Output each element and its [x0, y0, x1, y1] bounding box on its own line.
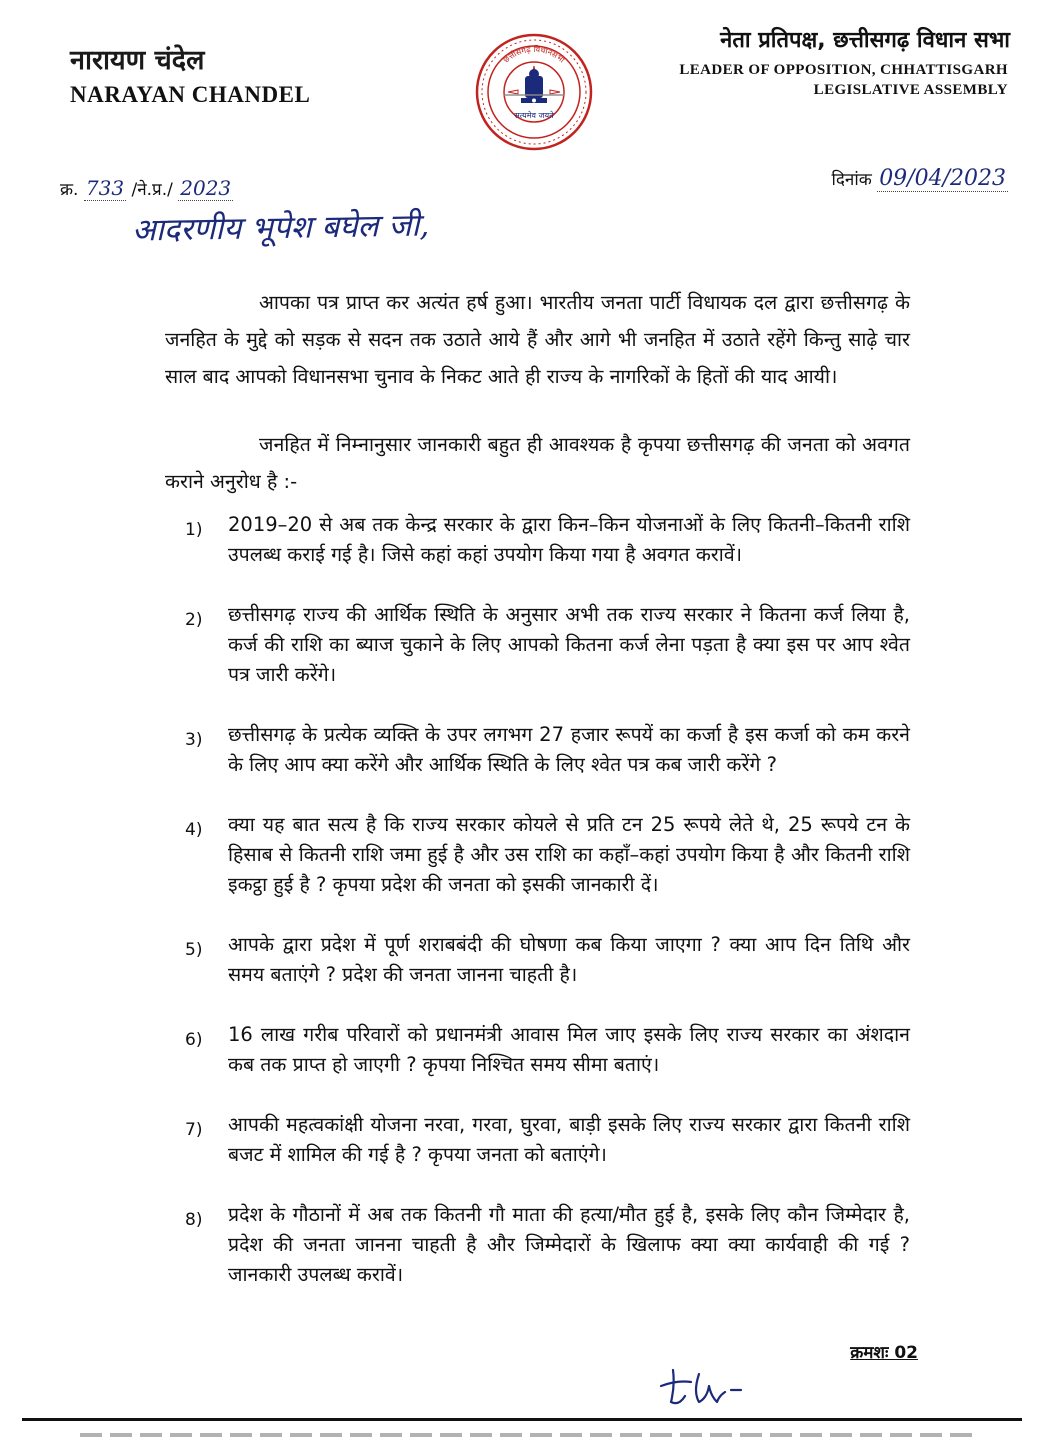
- office-title-english-line1: LEADER OF OPPOSITION, CHHATTISGARH: [679, 62, 1008, 78]
- item-text: 16 लाख गरीब परिवारों को प्रधानमंत्री आवास मिल जाए इसके लिए राज्य सरकार का अंशदान कब तक प्राप्त हो जाएगी ? कृपया निश्चित समय सीमा बताएं।: [228, 1023, 910, 1076]
- list-item: [185, 1020, 910, 1080]
- item-number: 3): [185, 730, 203, 750]
- body-paragraph-1: आपका पत्र प्राप्त कर अत्यंत हर्ष हुआ। भारतीय जनता पार्टी विधायक दल द्वारा छत्तीसगढ़ के जनहित के मुद्दे को सड़क से सदन तक उठाते आये हैं और आगे भी जनहित में उठाते रहेंगे किन्तु साढ़े चार साल बाद आपको विधानसभा चुनाव के निकट आते ही राज्य के नागरिकों के हितों की याद आयी।: [165, 291, 910, 388]
- reference-label: क्र.: [60, 180, 79, 200]
- list-item: [185, 1110, 910, 1170]
- date-value: 09/04/2023: [879, 166, 1006, 191]
- emblem-top-text: छत्तीसगढ़ विधानसभा: [501, 44, 567, 65]
- item-text: क्या यह बात सत्य है कि राज्य सरकार कोयले से प्रति टन 25 रूपये लेते थे, 25 रूपये टन के हिसाब से कितनी राशि जमा हुई है और उस राशि का कहाँ–कहां उपयोग किया है और कितनी राशि इकट्ठा हुई है ? कृपया प्रदेश की जनता को इसकी जानकारी दें।: [228, 813, 910, 896]
- item-number: 8): [185, 1210, 203, 1230]
- body-paragraph-2: जनहित में निम्नानुसार जानकारी बहुत ही आवश्यक है कृपया छत्तीसगढ़ की जनता को अवगत कराने अनुरोध है :-: [165, 433, 910, 493]
- item-text: छत्तीसगढ़ के प्रत्येक व्यक्ति के उपर लगभग 27 हजार रूपयें का कर्जा है इस कर्जा को कम करने के लिए आप क्या करेंगे और आर्थिक स्थिति के लिए श्वेत पत्र कब जारी करेंगे ?: [228, 723, 910, 776]
- letter-date: [831, 166, 1008, 191]
- sender-name-hindi: नारायण चंदेल: [70, 45, 205, 76]
- item-number: 2): [185, 610, 203, 630]
- list-item: [185, 1200, 910, 1290]
- reference-number-value: 733: [85, 176, 125, 200]
- item-number: 1): [185, 520, 203, 540]
- handwritten-signature-icon: [655, 1362, 747, 1412]
- state-emblem-icon: [474, 32, 594, 152]
- footer-divider: [22, 1418, 1022, 1421]
- reference-number: [60, 176, 233, 200]
- footer-text-strip: [80, 1433, 980, 1437]
- item-text: प्रदेश के गौठानों में अब तक कितनी गौ माता की हत्या/मौत हुई है, इसके लिए कौन जिम्मेदार है, प्रदेश की जनता जानना चाहती है और जिम्मेदारों के खिलाफ क्या क्या कार्यवाही की गई ? जानकारी उपलब्ध करावें।: [228, 1203, 910, 1286]
- list-item: [185, 600, 910, 690]
- item-text: 2019–20 से अब तक केन्द्र सरकार के द्वारा किन–किन योजनाओं के लिए कितनी–कितनी राशि उपलब्ध कराई गई है। जिसे कहां कहां उपयोग किया गया है अवगत करावें।: [228, 513, 910, 566]
- list-item: [185, 810, 910, 900]
- office-title-english-line2: LEGISLATIVE ASSEMBLY: [813, 82, 1008, 98]
- item-text: आपकी महत्वकांक्षी योजना नरवा, गरवा, घुरवा, बाड़ी इसके लिए राज्य सरकार द्वारा कितनी राशि बजट में शामिल की गई है ? कृपया जनता को बताएंगे।: [228, 1113, 910, 1166]
- office-title-hindi: नेता प्रतिपक्ष, छत्तीसगढ़ विधान सभा: [720, 28, 1010, 53]
- date-label: दिनांक: [831, 170, 872, 190]
- item-number: 4): [185, 820, 203, 840]
- continuation-marker: क्रमशः 02: [850, 1343, 918, 1363]
- item-number: 5): [185, 940, 203, 960]
- item-number: 6): [185, 1030, 203, 1050]
- emblem-motto: सत्यमेव जयते: [514, 111, 554, 120]
- item-text: आपके द्वारा प्रदेश में पूर्ण शराबबंदी की घोषणा कब किया जाएगा ? क्या आप दिन तिथि और समय बताएंगे ? प्रदेश की जनता जानना चाहती है।: [228, 933, 910, 986]
- item-text: छत्तीसगढ़ राज्य की आर्थिक स्थिति के अनुसार अभी तक राज्य सरकार ने कितना कर्ज लिया है, कर्ज की राशि का ब्याज चुकाने के लिए आपको कितना कर्ज लेना पड़ता है क्या इस पर आप श्वेत पत्र जारी करेंगे।: [228, 603, 910, 686]
- reference-year: 2023: [180, 176, 232, 200]
- item-number: 7): [185, 1120, 203, 1140]
- reference-separator: /ने.प्र./: [131, 180, 173, 200]
- sender-name-english: NARAYAN CHANDEL: [70, 82, 311, 107]
- salutation: आदरणीय भूपेश बघेल जी,: [131, 207, 430, 249]
- list-item: [185, 930, 910, 990]
- list-item: [185, 720, 910, 780]
- list-item: [185, 510, 910, 570]
- questions-list: [185, 510, 910, 1290]
